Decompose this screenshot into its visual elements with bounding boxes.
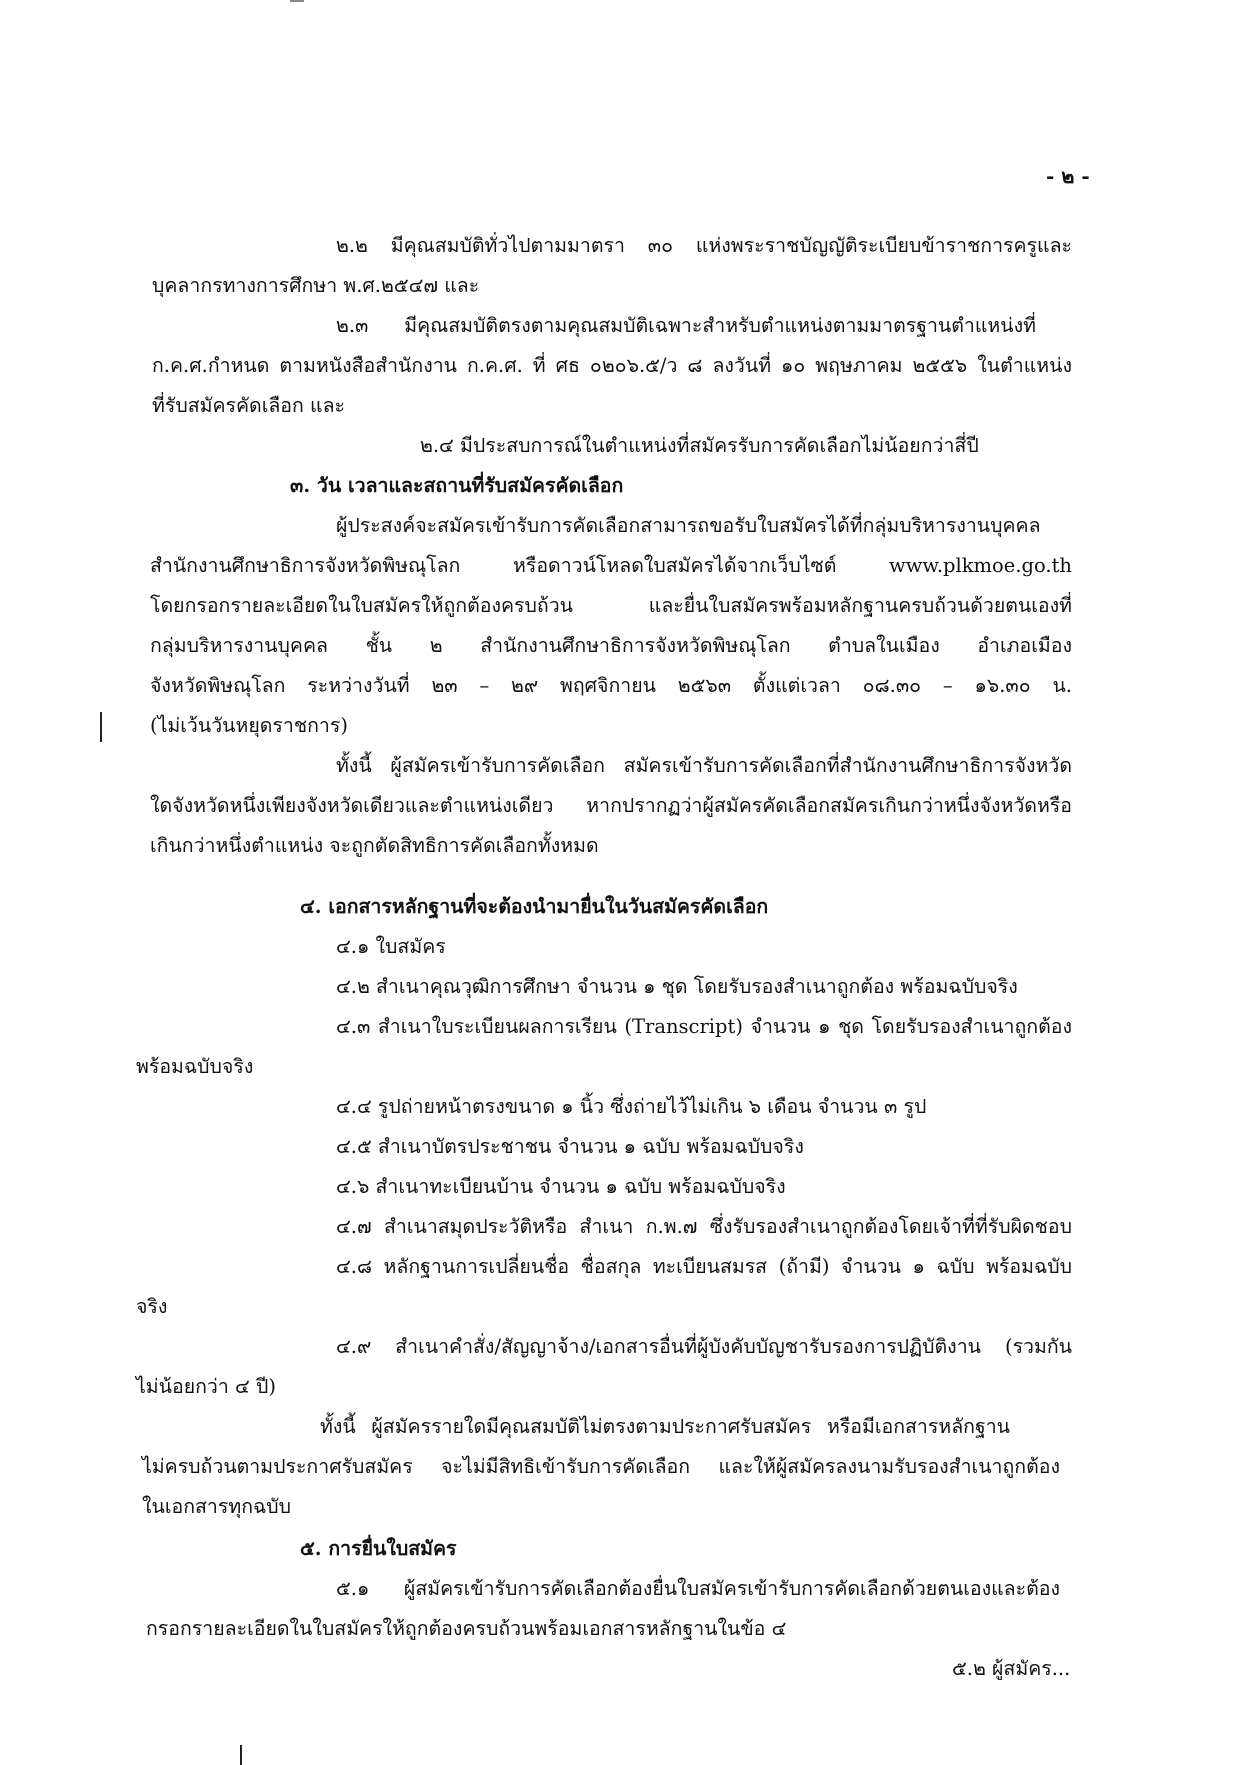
section-heading: ๕. การยื่นใบสมัคร	[300, 1537, 457, 1560]
next-page-marker: ๕.๒ ผู้สมัคร...	[952, 1657, 1071, 1680]
list-item: ๔.๙ สำเนาคำสั่ง/สัญญาจ้าง/เอกสารอื่นที่ผู้บังคับบัญชารับรองการปฏิบัติงาน (รวมกัน	[336, 1335, 1072, 1358]
text-line: จังหวัดพิษณุโลก ระหว่างวันที่ ๒๓ – ๒๙ พฤศจิกายน ๒๕๖๓ ตั้งแต่เวลา ๐๘.๓๐ – ๑๖.๓๐ น.	[150, 674, 1072, 697]
text-line: ที่รับสมัครคัดเลือก และ	[152, 394, 346, 417]
list-item: ๔.๓ สำเนาใบระเบียนผลการเรียน (Transcript) จำนวน ๑ ชุด โดยรับรองสำเนาถูกต้อง	[336, 1015, 1072, 1038]
list-item: ๔.๗ สำเนาสมุดประวัติหรือ สำเนา ก.พ.๗ ซึ่งรับรองสำเนาถูกต้องโดยเจ้าที่ที่รับผิดชอบ	[336, 1215, 1072, 1238]
text-line: จริง	[136, 1295, 168, 1318]
list-item: ๔.๖ สำเนาทะเบียนบ้าน จำนวน ๑ ฉบับ พร้อมฉบับจริง	[336, 1175, 786, 1198]
text-line: ๒.๓ มีคุณสมบัติตรงตามคุณสมบัติเฉพาะสำหรับตำแหน่งตามมาตรฐานตำแหน่งที่	[336, 314, 1036, 337]
text-line: ใดจังหวัดหนึ่งเพียงจังหวัดเดียวและตำแหน่งเดียว หากปรากฏว่าผู้สมัครคัดเลือกสมัครเกินกว่าหนึ่งจังหวัดหรือ	[150, 794, 1072, 817]
section-heading: ๓. วัน เวลาและสถานที่รับสมัครคัดเลือก	[290, 474, 624, 497]
scan-mark	[290, 0, 304, 2]
text-line: ไม่น้อยกว่า ๔ ปี)	[136, 1375, 276, 1398]
scan-mark	[240, 1745, 242, 1765]
text-line: ๒.๒ มีคุณสมบัติทั่วไปตามมาตรา ๓๐ แห่งพระราชบัญญัติระเบียบข้าราชการครูและ	[336, 234, 1072, 257]
text-line: กลุ่มบริหารงานบุคคล ชั้น ๒ สำนักงานศึกษาธิการจังหวัดพิษณุโลก ตำบลในเมือง อำเภอเมือง	[150, 634, 1072, 657]
list-item: ๔.๘ หลักฐานการเปลี่ยนชื่อ ชื่อสกุล ทะเบียนสมรส (ถ้ามี) จำนวน ๑ ฉบับ พร้อมฉบับ	[336, 1255, 1072, 1278]
text-line: โดยกรอกรายละเอียดในใบสมัครให้ถูกต้องครบถ้วน และยื่นใบสมัครพร้อมหลักฐานครบถ้วนด้วยตนเองที่	[150, 594, 1072, 617]
text-line: บุคลากรทางการศึกษา พ.ศ.๒๕๔๗ และ	[152, 274, 480, 297]
list-item: ๔.๔ รูปถ่ายหน้าตรงขนาด ๑ นิ้ว ซึ่งถ่ายไว้ไม่เกิน ๖ เดือน จำนวน ๓ รูป	[336, 1095, 927, 1118]
section-heading: ๔. เอกสารหลักฐานที่จะต้องนำมายื่นในวันสมัครคัดเลือก	[300, 895, 769, 918]
text-line: ทั้งนี้ ผู้สมัครรายใดมีคุณสมบัติไม่ตรงตามประกาศรับสมัคร หรือมีเอกสารหลักฐาน	[320, 1415, 1010, 1438]
text-line: กรอกรายละเอียดในใบสมัครให้ถูกต้องครบถ้วนพร้อมเอกสารหลักฐานในข้อ ๔	[146, 1617, 787, 1640]
text-line: เกินกว่าหนึ่งตำแหน่ง จะถูกตัดสิทธิการคัดเลือกทั้งหมด	[150, 834, 599, 857]
text-line: ไม่ครบถ้วนตามประกาศรับสมัคร จะไม่มีสิทธิเข้ารับการคัดเลือก และให้ผู้สมัครลงนามรับรองสำเนาถูกต้อง	[142, 1455, 1060, 1478]
page-number: - ๒ -	[1046, 164, 1090, 188]
text-line: ๕.๑ ผู้สมัครเข้ารับการคัดเลือกต้องยื่นใบสมัครเข้ารับการคัดเลือกด้วยตนเองและต้อง	[336, 1577, 1060, 1600]
text-line: ในเอกสารทุกฉบับ	[142, 1495, 292, 1518]
text-line: ก.ค.ศ.กำหนด ตามหนังสือสำนักงาน ก.ค.ศ. ที่ ศธ ๐๒๐๖.๕/ว ๘ ลงวันที่ ๑๐ พฤษภาคม ๒๕๕๖ ในตำแหน่ง	[152, 354, 1072, 377]
text-line: (ไม่เว้นวันหยุดราชการ)	[150, 714, 348, 737]
list-item: ๔.๑ ใบสมัคร	[336, 935, 446, 958]
list-item: ๔.๕ สำเนาบัตรประชาชน จำนวน ๑ ฉบับ พร้อมฉบับจริง	[336, 1135, 804, 1158]
text-line: สำนักงานศึกษาธิการจังหวัดพิษณุโลก หรือดาวน์โหลดใบสมัครได้จากเว็บไซต์ www.plkmoe.go.th	[150, 554, 1072, 577]
text-line: ทั้งนี้ ผู้สมัครเข้ารับการคัดเลือก สมัครเข้ารับการคัดเลือกที่สำนักงานศึกษาธิการจังหวัด	[336, 754, 1072, 777]
text-line: พร้อมฉบับจริง	[136, 1055, 254, 1078]
scan-mark	[100, 712, 102, 742]
list-item: ๔.๒ สำเนาคุณวุฒิการศึกษา จำนวน ๑ ชุด โดยรับรองสำเนาถูกต้อง พร้อมฉบับจริง	[336, 975, 1018, 998]
text-line: ผู้ประสงค์จะสมัครเข้ารับการคัดเลือกสามารถขอรับใบสมัครได้ที่กลุ่มบริหารงานบุคคล	[336, 514, 1041, 537]
text-line: ๒.๔ มีประสบการณ์ในตำแหน่งที่สมัครรับการคัดเลือกไม่น้อยกว่าสี่ปี	[420, 434, 979, 457]
